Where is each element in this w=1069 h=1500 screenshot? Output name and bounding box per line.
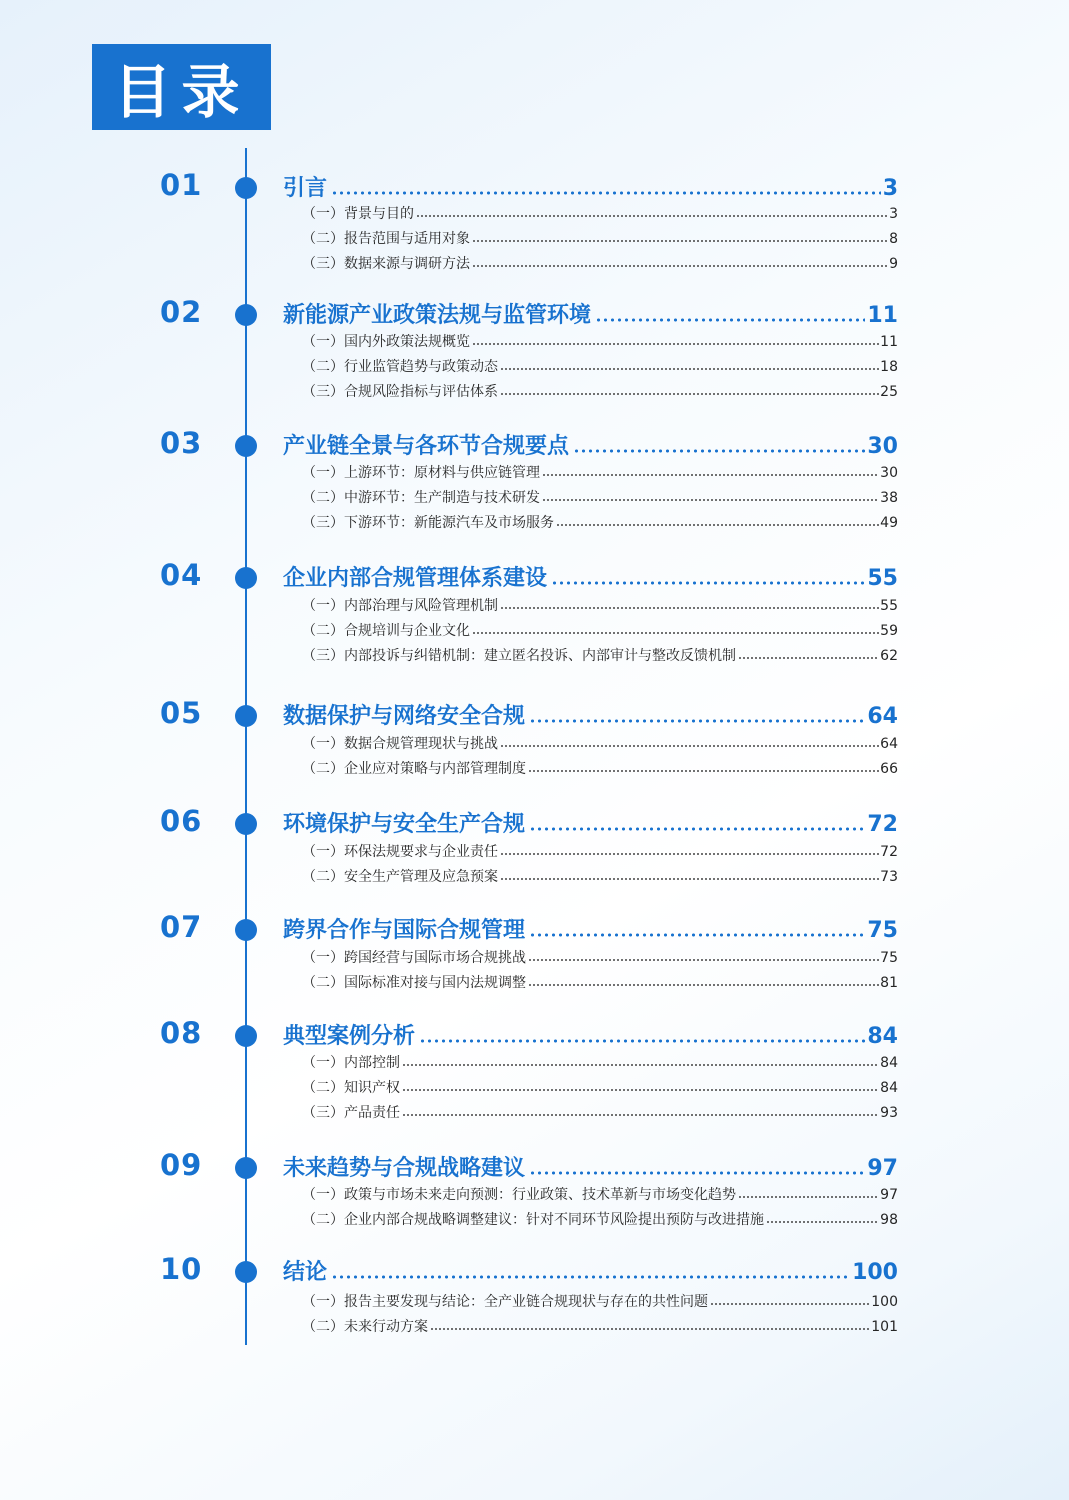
section-entry[interactable] xyxy=(283,561,898,593)
subsection-page-number: 59 xyxy=(880,623,898,639)
dot-leader xyxy=(430,1326,870,1332)
section-page-number: 64 xyxy=(867,704,898,729)
subsection-title: （一）环保法规要求与企业责任 xyxy=(302,844,498,860)
subsection-page-number: 98 xyxy=(880,1212,898,1228)
subsection-page-number: 84 xyxy=(880,1080,898,1096)
dot-leader xyxy=(542,472,879,478)
dot-leader xyxy=(542,497,879,503)
subsection-title: （二）中游环节：生产制造与技术研发 xyxy=(302,490,540,506)
dot-leader xyxy=(472,238,888,244)
subsection-page-number: 93 xyxy=(880,1105,898,1121)
subsection-title: （二）未来行动方案 xyxy=(302,1319,428,1335)
timeline-dot xyxy=(235,1157,257,1179)
dot-leader xyxy=(529,717,865,725)
section-entry[interactable] xyxy=(283,171,898,203)
section-page-number: 55 xyxy=(867,566,898,591)
subsection-page-number: 97 xyxy=(880,1187,898,1203)
dot-leader xyxy=(556,522,879,528)
dot-leader xyxy=(331,189,881,197)
subsection-title: （一）上游环节：原材料与供应链管理 xyxy=(302,465,540,481)
subsection-entry[interactable] xyxy=(302,1183,898,1205)
subsection-page-number: 73 xyxy=(880,869,898,885)
dot-leader xyxy=(529,1169,865,1177)
dot-leader xyxy=(402,1112,879,1118)
subsection-entry[interactable] xyxy=(302,380,898,402)
dot-leader xyxy=(573,447,865,455)
section-page-number: 3 xyxy=(882,176,898,201)
subsection-entry[interactable] xyxy=(302,594,898,616)
subsection-entry[interactable] xyxy=(302,971,898,993)
section-number: 05 xyxy=(160,696,203,730)
section-title: 引言 xyxy=(283,176,328,201)
subsection-title: （一）报告主要发现与结论：全产业链合规现状与存在的共性问题 xyxy=(302,1294,708,1310)
subsection-title: （二）报告范围与适用对象 xyxy=(302,231,470,247)
subsection-title: （一）内部控制 xyxy=(302,1055,400,1071)
section-page-number: 84 xyxy=(867,1024,898,1049)
subsection-page-number: 75 xyxy=(880,950,898,966)
section-number: 02 xyxy=(160,295,203,329)
subsection-entry[interactable] xyxy=(302,202,898,224)
section-page-number: 72 xyxy=(867,812,898,837)
dot-leader xyxy=(472,341,879,347)
section-number: 03 xyxy=(160,426,203,460)
subsection-title: （三）内部投诉与纠错机制：建立匿名投诉、内部审计与整改反馈机制 xyxy=(302,648,736,664)
subsection-title: （一）数据合规管理现状与挑战 xyxy=(302,736,498,752)
dot-leader xyxy=(528,768,879,774)
subsection-page-number: 64 xyxy=(880,736,898,752)
section-entry[interactable] xyxy=(283,298,898,330)
timeline-dot xyxy=(235,304,257,326)
section-number: 07 xyxy=(160,910,203,944)
dot-leader xyxy=(529,931,865,939)
timeline-dot xyxy=(235,919,257,941)
dot-leader xyxy=(500,605,879,611)
timeline-dot xyxy=(235,705,257,727)
section-entry[interactable] xyxy=(283,429,898,461)
dot-leader xyxy=(331,1273,850,1281)
subsection-entry[interactable] xyxy=(302,840,898,862)
dot-leader xyxy=(710,1301,870,1307)
dot-leader xyxy=(738,1194,879,1200)
subsection-page-number: 100 xyxy=(871,1294,898,1310)
subsection-entry[interactable] xyxy=(302,1051,898,1073)
section-page-number: 11 xyxy=(867,303,898,328)
timeline-dot xyxy=(235,813,257,835)
section-number: 09 xyxy=(160,1148,203,1182)
subsection-title: （一）跨国经营与国际市场合规挑战 xyxy=(302,950,526,966)
subsection-entry[interactable] xyxy=(302,511,898,533)
section-title: 未来趋势与合规战略建议 xyxy=(283,1156,526,1181)
subsection-title: （二）安全生产管理及应急预案 xyxy=(302,869,498,885)
subsection-page-number: 81 xyxy=(880,975,898,991)
dot-leader xyxy=(595,316,865,324)
subsection-page-number: 30 xyxy=(880,465,898,481)
section-entry[interactable] xyxy=(283,1255,898,1287)
subsection-entry[interactable] xyxy=(302,1290,898,1312)
subsection-page-number: 101 xyxy=(871,1319,898,1335)
subsection-title: （一）内部治理与风险管理机制 xyxy=(302,598,498,614)
subsection-entry[interactable] xyxy=(302,1315,898,1337)
subsection-page-number: 3 xyxy=(889,206,898,222)
subsection-entry[interactable] xyxy=(302,461,898,483)
subsection-entry[interactable] xyxy=(302,1101,898,1123)
section-number: 04 xyxy=(160,558,203,592)
dot-leader xyxy=(500,876,879,882)
page-title: 目录 xyxy=(113,58,250,126)
section-number: 08 xyxy=(160,1016,203,1050)
subsection-entry[interactable] xyxy=(302,330,898,352)
dot-leader xyxy=(529,825,865,833)
subsection-entry[interactable] xyxy=(302,355,898,377)
subsection-title: （二）国际标准对接与国内法规调整 xyxy=(302,975,526,991)
section-number: 06 xyxy=(160,804,203,838)
section-title: 产业链全景与各环节合规要点 xyxy=(283,434,570,459)
section-title: 跨界合作与国际合规管理 xyxy=(283,918,526,943)
section-entry[interactable] xyxy=(283,913,898,945)
subsection-title: （二）企业内部合规战略调整建议：针对不同环节风险提出预防与改进措施 xyxy=(302,1212,764,1228)
subsection-title: （一）背景与目的 xyxy=(302,206,414,222)
timeline-dot xyxy=(235,435,257,457)
section-title: 企业内部合规管理体系建设 xyxy=(283,566,548,591)
subsection-title: （三）下游环节：新能源汽车及市场服务 xyxy=(302,515,554,531)
section-entry[interactable] xyxy=(283,1151,898,1183)
dot-leader xyxy=(528,982,879,988)
subsection-title: （三）产品责任 xyxy=(302,1105,400,1121)
dot-leader xyxy=(500,391,879,397)
dot-leader xyxy=(402,1087,879,1093)
subsection-page-number: 49 xyxy=(880,515,898,531)
timeline-dot xyxy=(235,1025,257,1047)
subsection-title: （一）政策与市场未来走向预测：行业政策、技术革新与市场变化趋势 xyxy=(302,1187,736,1203)
subsection-page-number: 9 xyxy=(889,256,898,272)
dot-leader xyxy=(472,263,888,269)
dot-leader xyxy=(500,851,879,857)
timeline-dot xyxy=(235,567,257,589)
dot-leader xyxy=(416,213,888,219)
section-title: 典型案例分析 xyxy=(283,1024,416,1049)
subsection-title: （二）行业监管趋势与政策动态 xyxy=(302,359,498,375)
subsection-page-number: 72 xyxy=(880,844,898,860)
timeline-dot xyxy=(235,177,257,199)
subsection-entry[interactable] xyxy=(302,946,898,968)
section-page-number: 75 xyxy=(867,918,898,943)
dot-leader xyxy=(528,957,879,963)
subsection-entry[interactable] xyxy=(302,252,898,274)
subsection-title: （二）知识产权 xyxy=(302,1080,400,1096)
section-title: 环境保护与安全生产合规 xyxy=(283,812,526,837)
subsection-page-number: 62 xyxy=(880,648,898,664)
subsection-entry[interactable] xyxy=(302,1076,898,1098)
subsection-entry[interactable] xyxy=(302,1208,898,1230)
dot-leader xyxy=(402,1062,879,1068)
section-page-number: 97 xyxy=(867,1156,898,1181)
subsection-title: （三）合规风险指标与评估体系 xyxy=(302,384,498,400)
subsection-entry[interactable] xyxy=(302,486,898,508)
subsection-page-number: 18 xyxy=(880,359,898,375)
section-page-number: 100 xyxy=(852,1260,898,1285)
subsection-page-number: 25 xyxy=(880,384,898,400)
timeline-dot xyxy=(235,1261,257,1283)
subsection-title: （三）数据来源与调研方法 xyxy=(302,256,470,272)
section-entry[interactable] xyxy=(283,807,898,839)
section-number: 10 xyxy=(160,1252,203,1286)
dot-leader xyxy=(472,630,879,636)
subsection-page-number: 8 xyxy=(889,231,898,247)
section-title: 新能源产业政策法规与监管环境 xyxy=(283,303,592,328)
section-title: 数据保护与网络安全合规 xyxy=(283,704,526,729)
subsection-entry[interactable] xyxy=(302,865,898,887)
dot-leader xyxy=(419,1037,865,1045)
dot-leader xyxy=(500,743,879,749)
subsection-title: （一）国内外政策法规概览 xyxy=(302,334,470,350)
subsection-entry[interactable] xyxy=(302,732,898,754)
subsection-entry[interactable] xyxy=(302,227,898,249)
subsection-entry[interactable] xyxy=(302,757,898,779)
subsection-title: （二）合规培训与企业文化 xyxy=(302,623,470,639)
section-title: 结论 xyxy=(283,1260,328,1285)
section-page-number: 30 xyxy=(867,434,898,459)
subsection-page-number: 84 xyxy=(880,1055,898,1071)
subsection-page-number: 66 xyxy=(880,761,898,777)
dot-leader xyxy=(738,655,879,661)
dot-leader xyxy=(500,366,879,372)
subsection-entry[interactable] xyxy=(302,619,898,641)
subsection-entry[interactable] xyxy=(302,644,898,666)
section-number: 01 xyxy=(160,168,203,202)
subsection-page-number: 55 xyxy=(880,598,898,614)
dot-leader xyxy=(766,1219,879,1225)
subsection-page-number: 11 xyxy=(880,334,898,350)
subsection-page-number: 38 xyxy=(880,490,898,506)
section-entry[interactable] xyxy=(283,699,898,731)
section-entry[interactable] xyxy=(283,1019,898,1051)
dot-leader xyxy=(551,579,865,587)
subsection-title: （二）企业应对策略与内部管理制度 xyxy=(302,761,526,777)
